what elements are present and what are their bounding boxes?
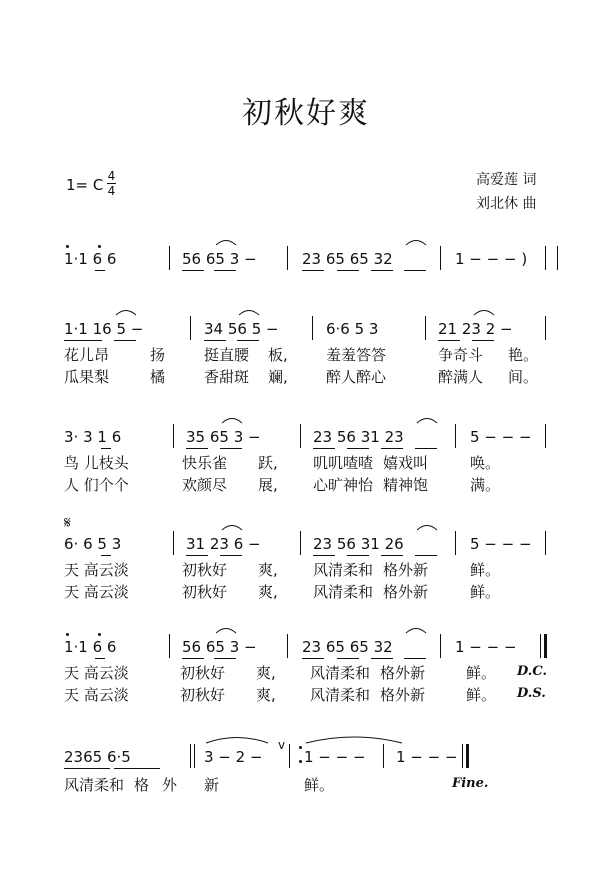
measure-2: 56 65 3 − bbox=[182, 638, 257, 656]
lyricist: 高爱莲 词 bbox=[476, 172, 537, 188]
underline bbox=[337, 658, 359, 659]
underline bbox=[204, 340, 226, 341]
slur bbox=[214, 236, 238, 246]
underline bbox=[438, 340, 460, 341]
slur bbox=[404, 236, 428, 246]
barline bbox=[545, 246, 546, 270]
tie bbox=[304, 734, 404, 744]
underline bbox=[114, 340, 136, 341]
underline bbox=[64, 768, 110, 769]
lyric-1: 花儿昂 bbox=[64, 346, 110, 364]
underline bbox=[220, 448, 242, 449]
lyric-1: 唤。 bbox=[470, 454, 501, 472]
lyric-1: 爽, bbox=[258, 561, 278, 579]
measure-4: 5 − − − bbox=[470, 535, 532, 553]
underline bbox=[337, 270, 359, 271]
final-barline bbox=[544, 634, 547, 658]
barline bbox=[169, 246, 170, 270]
lyric-1: 快乐雀 bbox=[182, 454, 228, 472]
measure-2: 35 65 3 − bbox=[186, 428, 261, 446]
barline bbox=[169, 634, 170, 658]
lyric-1: 格外新 bbox=[380, 664, 426, 682]
octave-dot bbox=[98, 633, 101, 636]
lyric-2: 格外新 bbox=[383, 583, 429, 601]
lyric-2: 香甜斑 bbox=[204, 368, 250, 386]
lyric-1: 爽, bbox=[256, 664, 276, 682]
measure-1: 1·1 6 6 bbox=[64, 638, 117, 656]
credits bbox=[476, 168, 536, 216]
lyric-1: 叽叽喳喳 bbox=[313, 454, 374, 472]
lyric-1: 争奇斗 bbox=[438, 346, 484, 364]
underline bbox=[214, 658, 236, 659]
measure-3: 23 65 65 32 bbox=[302, 638, 393, 656]
lyric-1: 艳。 bbox=[508, 346, 539, 364]
barline bbox=[455, 531, 456, 555]
lyric: 新 bbox=[204, 776, 220, 794]
staff-line-1 bbox=[0, 250, 612, 330]
underline bbox=[64, 340, 102, 341]
barline bbox=[425, 316, 426, 340]
underline bbox=[302, 270, 324, 271]
measure-4: 1 − − − ) bbox=[455, 250, 528, 268]
barline bbox=[173, 531, 174, 555]
breath-mark: v bbox=[278, 738, 286, 752]
slur bbox=[415, 414, 439, 424]
slur bbox=[404, 624, 428, 634]
underline bbox=[95, 658, 105, 659]
measure-1: 2365 6·5 bbox=[64, 748, 131, 766]
measure-2: 56 65 3 − bbox=[182, 250, 257, 268]
lyric-2: 爽, bbox=[256, 686, 276, 704]
time-signature-top: 4 bbox=[107, 169, 116, 183]
slur bbox=[214, 624, 238, 634]
barline bbox=[300, 424, 301, 448]
slur bbox=[220, 414, 244, 424]
underline bbox=[114, 768, 160, 769]
barline bbox=[289, 744, 290, 768]
lyric-2: 橘 bbox=[150, 368, 166, 386]
lyric-1: 鸟 儿枝头 bbox=[64, 454, 129, 472]
lyric-1: 初秋好 bbox=[182, 561, 228, 579]
slur bbox=[237, 306, 261, 316]
dal-segno-mark: D.S. bbox=[517, 686, 546, 701]
lyric-2: 心旷神怡 bbox=[313, 476, 374, 494]
segno-sign: 𝄋 bbox=[64, 513, 71, 532]
measure-3: 23 65 65 32 bbox=[302, 250, 393, 268]
barline bbox=[173, 424, 174, 448]
underline bbox=[415, 448, 437, 449]
measure-4: 5 − − − bbox=[470, 428, 532, 446]
staff-line-2 bbox=[0, 320, 612, 400]
underline bbox=[472, 340, 494, 341]
song-title: 初秋好爽 bbox=[242, 96, 370, 131]
underline bbox=[302, 658, 324, 659]
measure-2: 31 23 6 − bbox=[186, 535, 261, 553]
barline bbox=[300, 531, 301, 555]
lyric-2: 风清柔和 bbox=[310, 686, 371, 704]
repeat-barline bbox=[194, 744, 195, 768]
lyric-1: 鲜。 bbox=[470, 561, 501, 579]
lyric: 格 bbox=[134, 776, 150, 794]
underline bbox=[182, 270, 204, 271]
underline bbox=[186, 555, 208, 556]
barline bbox=[557, 246, 558, 270]
lyric-2: 满。 bbox=[470, 476, 501, 494]
underline bbox=[381, 555, 403, 556]
lyric-2: 瓜果梨 bbox=[64, 368, 110, 386]
underline bbox=[347, 448, 369, 449]
underline bbox=[347, 555, 369, 556]
octave-dot bbox=[98, 245, 101, 248]
octave-dot bbox=[66, 245, 69, 248]
underline bbox=[415, 555, 437, 556]
lyric-1: 板, bbox=[268, 346, 288, 364]
da-capo-mark: D.C. bbox=[517, 664, 547, 679]
lyric-1: 跃, bbox=[258, 454, 278, 472]
slur bbox=[415, 521, 439, 531]
lyric-2: 天 高云淡 bbox=[64, 583, 129, 601]
lyric-1: 天 高云淡 bbox=[64, 664, 129, 682]
lyric-1: 鲜。 bbox=[466, 664, 497, 682]
underline bbox=[186, 448, 208, 449]
barline bbox=[545, 316, 546, 340]
lyric-2: 风清柔和 bbox=[313, 583, 374, 601]
barline bbox=[545, 531, 546, 555]
measure-2: 3 − 2 − bbox=[204, 748, 263, 766]
lyric-2: 初秋好 bbox=[180, 686, 226, 704]
measure-1: 1·1 6 6 bbox=[64, 250, 117, 268]
lyric-2: 初秋好 bbox=[182, 583, 228, 601]
underline bbox=[404, 658, 426, 659]
lyric-1: 挺直腰 bbox=[204, 346, 250, 364]
lyric-2: 斓, bbox=[268, 368, 288, 386]
barline bbox=[440, 634, 441, 658]
underline bbox=[381, 448, 403, 449]
lyric: 外 bbox=[162, 776, 178, 794]
lyric-1: 嬉戏叫 bbox=[383, 454, 429, 472]
barline bbox=[190, 744, 191, 768]
measure-3: 23 56 31 26 bbox=[313, 535, 404, 553]
measure-3: 1 − − − bbox=[304, 748, 366, 766]
staff-line-3 bbox=[0, 428, 612, 508]
lyric-2: 天 高云淡 bbox=[64, 686, 129, 704]
barline bbox=[312, 316, 313, 340]
measure-1: 3· 3 1 6 bbox=[64, 428, 122, 446]
lyric-2: 间。 bbox=[508, 368, 539, 386]
lyric-2: 人 们个个 bbox=[64, 476, 129, 494]
measure-1: 6· 6 5 3 bbox=[64, 535, 122, 553]
barline bbox=[540, 634, 541, 658]
measure-4: 1 − − − bbox=[396, 748, 458, 766]
slur bbox=[114, 306, 138, 316]
barline bbox=[545, 424, 546, 448]
underline bbox=[371, 270, 393, 271]
underline bbox=[95, 270, 105, 271]
staff-line-4 bbox=[0, 513, 612, 615]
repeat-dot bbox=[299, 746, 302, 749]
staff-line-5 bbox=[0, 638, 612, 718]
lyric-2: 醉满人 bbox=[438, 368, 484, 386]
underline bbox=[220, 555, 242, 556]
measure-2: 34 56 5 − bbox=[204, 320, 279, 338]
barline bbox=[190, 316, 191, 340]
barline bbox=[287, 246, 288, 270]
octave-dot bbox=[66, 633, 69, 636]
lyric-2: 格外新 bbox=[380, 686, 426, 704]
lyric-1: 天 高云淡 bbox=[64, 561, 129, 579]
lyric-1: 羞羞答答 bbox=[326, 346, 387, 364]
underline bbox=[101, 555, 111, 556]
lyric-2: 爽, bbox=[258, 583, 278, 601]
lyric-1: 扬 bbox=[150, 346, 166, 364]
composer: 刘北休 曲 bbox=[476, 196, 537, 212]
time-signature bbox=[107, 170, 116, 197]
underline bbox=[214, 270, 236, 271]
slur bbox=[220, 521, 244, 531]
measure-4: 21 23 2 − bbox=[438, 320, 513, 338]
key-signature: 1= C bbox=[66, 176, 104, 194]
underline bbox=[101, 448, 111, 449]
slur bbox=[472, 306, 496, 316]
final-barline bbox=[466, 744, 469, 768]
tie bbox=[204, 734, 270, 744]
lyric-2: 精神饱 bbox=[383, 476, 429, 494]
barline bbox=[383, 744, 384, 768]
underline bbox=[237, 340, 259, 341]
fine-mark: Fine. bbox=[452, 776, 489, 791]
barline bbox=[455, 424, 456, 448]
repeat-dot bbox=[299, 760, 302, 763]
lyric: 鲜。 bbox=[304, 776, 335, 794]
lyric-1: 初秋好 bbox=[180, 664, 226, 682]
lyric: 风清柔和 bbox=[64, 776, 125, 794]
lyric-1: 格外新 bbox=[383, 561, 429, 579]
lyric-2: 展, bbox=[258, 476, 278, 494]
time-signature-bottom: 4 bbox=[107, 184, 116, 198]
lyric-2: 鲜。 bbox=[466, 686, 497, 704]
lyric-1: 风清柔和 bbox=[310, 664, 371, 682]
measure-4: 1 − − − bbox=[455, 638, 517, 656]
measure-3: 6·6 5 3 bbox=[326, 320, 379, 338]
barline bbox=[462, 744, 463, 768]
underline bbox=[313, 555, 335, 556]
barline bbox=[440, 246, 441, 270]
lyric-2: 醉人醉心 bbox=[326, 368, 387, 386]
underline bbox=[313, 448, 335, 449]
measure-3: 23 56 31 23 bbox=[313, 428, 404, 446]
measure-1: 1·1 16 5 − bbox=[64, 320, 144, 338]
lyric-2: 欢颜尽 bbox=[182, 476, 228, 494]
barline bbox=[287, 634, 288, 658]
staff-line-6 bbox=[0, 738, 612, 828]
underline bbox=[404, 270, 426, 271]
underline bbox=[182, 658, 204, 659]
lyric-2: 鲜。 bbox=[470, 583, 501, 601]
underline bbox=[371, 658, 393, 659]
lyric-1: 风清柔和 bbox=[313, 561, 374, 579]
